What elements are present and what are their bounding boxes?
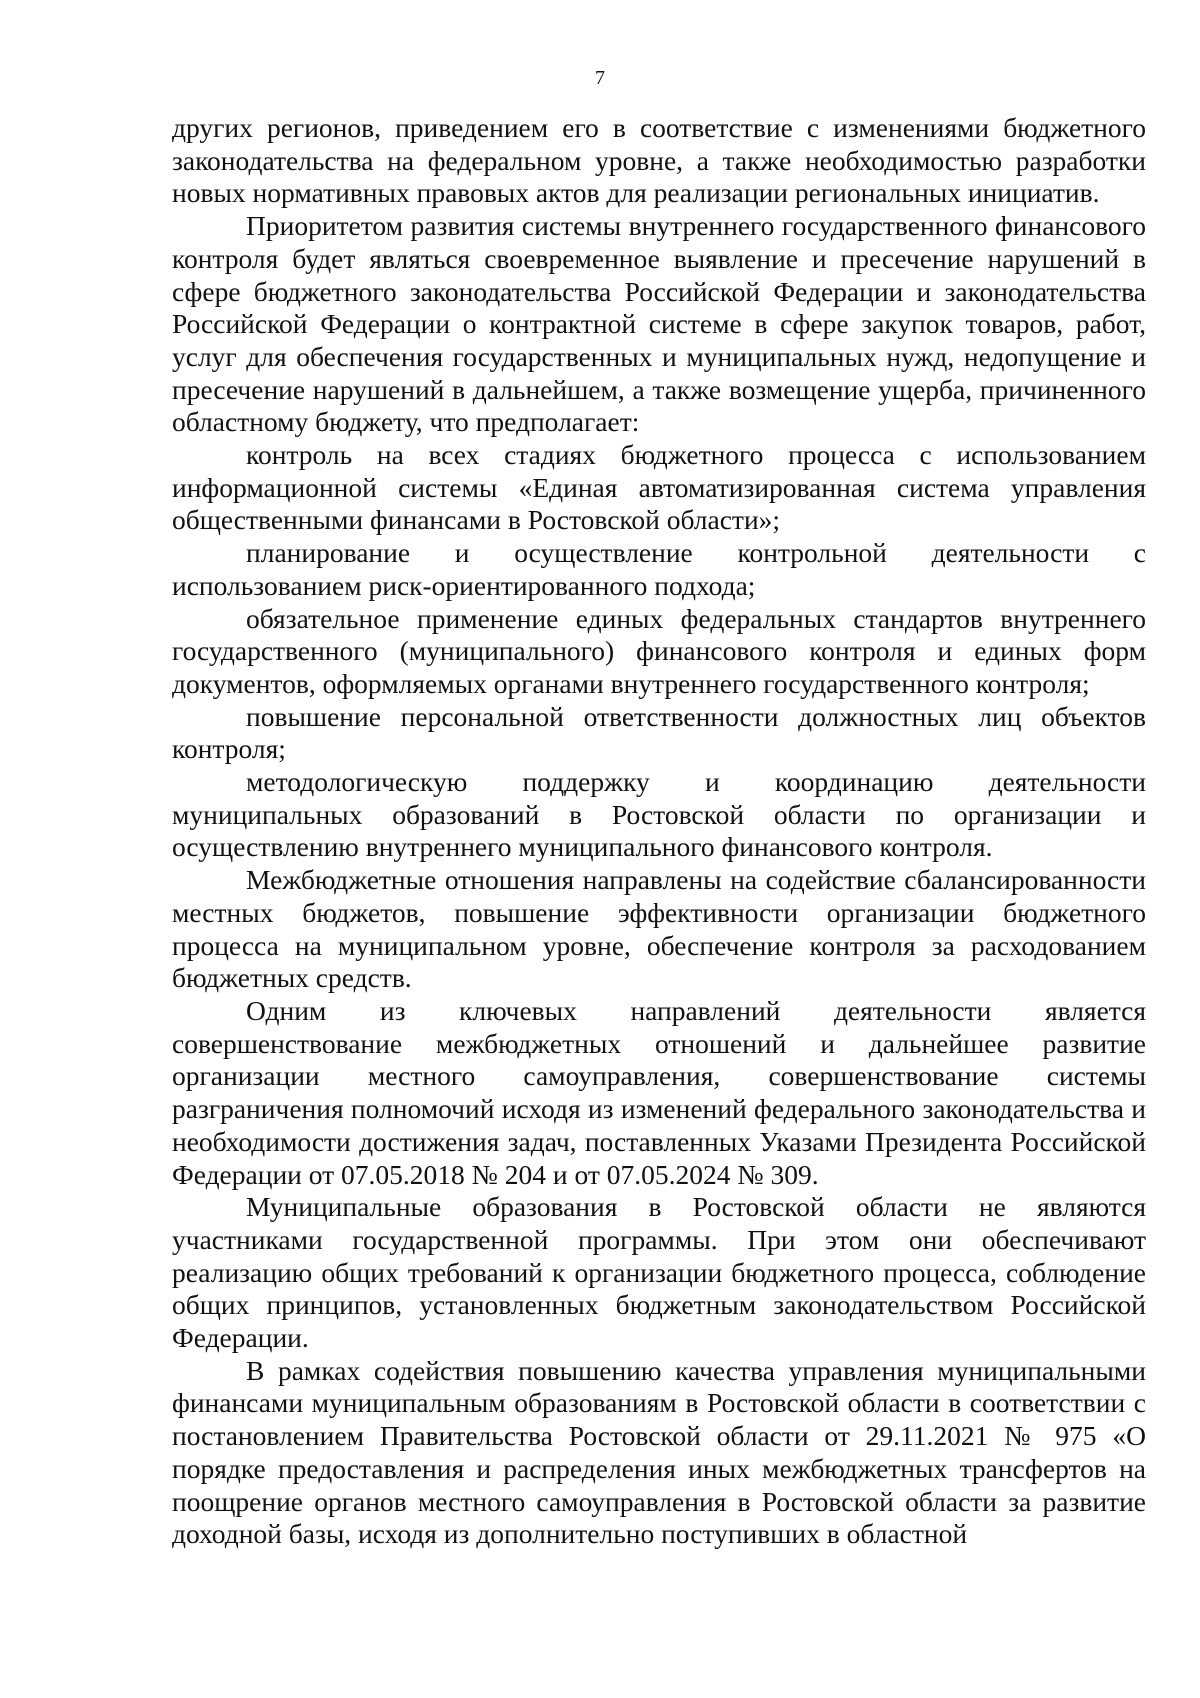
list-item: обязательное применение единых федеральных стандартов внутреннего государственного (муниципального) финансового контроля и единых форм документов, оформляемых органами внутреннего государственного контроля;: [172, 602, 1146, 699]
list-item: повышение персональной ответственности должностных лиц объектов контроля;: [172, 700, 1146, 765]
paragraph: В рамках содействия повышению качества управления муниципальными финансами муниципальным образованиям в Ростовской области в соответствии с постановлением Правительства Ростовской области от 29.11.2021 № 975 «О порядке предоставления и распределения иных межбюджетных трансфертов на поощрение органов местного самоуправления в Ростовской области за развитие доходной базы, исходя из дополнительно поступивших в областной: [172, 1354, 1146, 1550]
paragraph: Межбюджетные отношения направлены на содействие сбалансированности местных бюджетов, повышение эффективности организации бюджетного процесса на муниципальном уровне, обеспечение контроля за расходованием бюджетных средств.: [172, 864, 1146, 994]
list-item: контроль на всех стадиях бюджетного процесса с использованием информационной системы «Единая автоматизированная система управления общественными финансами в Ростовской области»;: [172, 439, 1146, 536]
paragraph: Приоритетом развития системы внутреннего государственного финансового контроля будет являться своевременное выявление и пресечение нарушений в сфере бюджетного законодательства Российской Федерации и законодательства Российской Федерации о контрактной системе в сфере закупок товаров, работ, услуг для обеспечения государственных и муниципальных нужд, недопущение и пресечение нарушений в дальнейшем, а также возмещение ущерба, причиненного областному бюджету, что предполагает:: [172, 210, 1146, 438]
list-item: методологическую поддержку и координацию деятельности муниципальных образований в Ростовской области по организации и осуществлению внутреннего муниципального финансового контроля.: [172, 766, 1146, 863]
paragraph: других регионов, приведением его в соответствие с изменениями бюджетного законодательства на федеральном уровне, а также необходимостью разработки новых нормативных правовых актов для реализации региональных инициатив.: [172, 112, 1146, 209]
paragraph: Одним из ключевых направлений деятельности является совершенствование межбюджетных отношений и дальнейшее развитие организации местного самоуправления, совершенствование системы разграничения полномочий исходя из изменений федерального законодательства и необходимости достижения задач, поставленных Указами Президента Российской Федерации от 07.05.2018 № 204 и от 07.05.2024 № 309.: [172, 994, 1146, 1190]
page-number: 7: [595, 67, 605, 89]
list-item: планирование и осуществление контрольной деятельности с использованием риск-ориентированного подхода;: [172, 537, 1146, 601]
document-body: [172, 112, 1146, 1551]
paragraph: Муниципальные образования в Ростовской области не являются участниками государственной программы. При этом они обеспечивают реализацию общих требований к организации бюджетного процесса, соблюдение общих принципов, установленных бюджетным законодательством Российской Федерации.: [172, 1191, 1146, 1354]
